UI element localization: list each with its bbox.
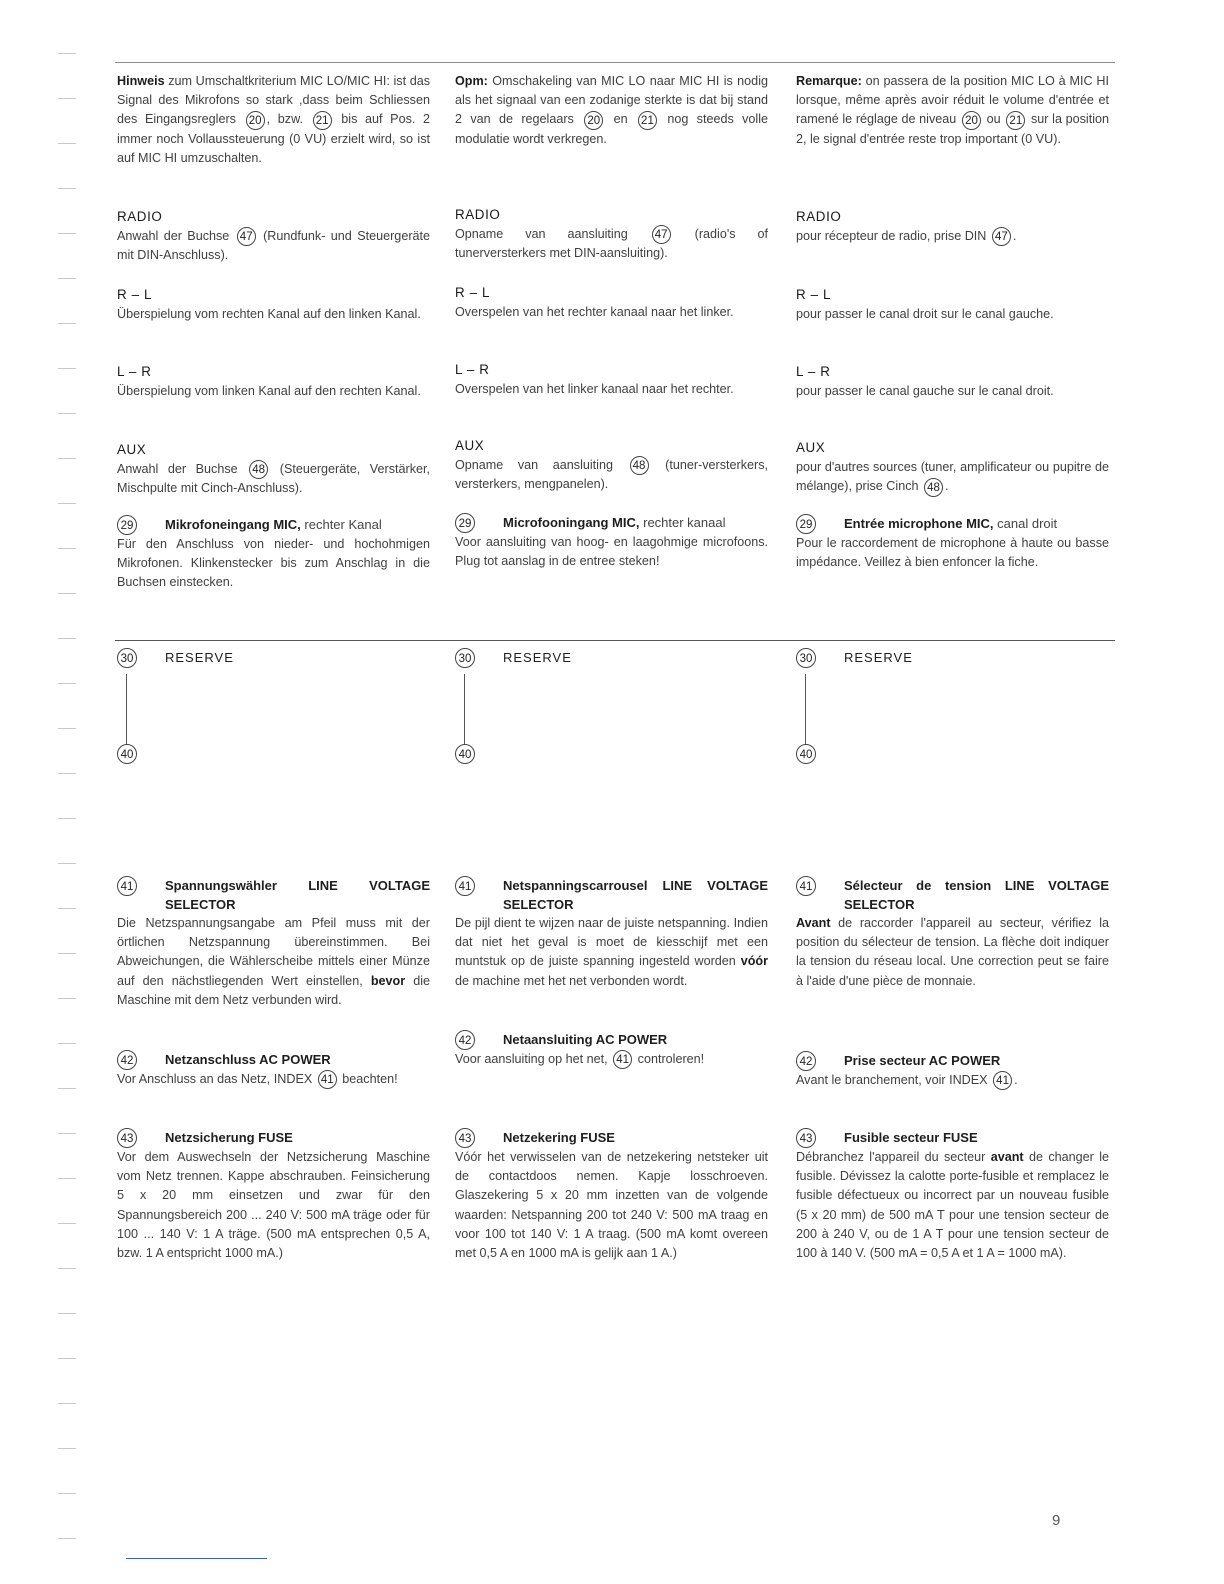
ref-20: 20	[246, 111, 265, 130]
voltage-section: 41 Netspanningscarrousel LINE VOLTAGE SELECTOR De pijl dient te wijzen naar de juiste netspanning. Indien dat niet het geval is moet de kiesschijf met een muntstuk op de juiste spanning ingesteld worden vóór de machine met het net verbonden wordt.	[455, 878, 769, 988]
radio-heading: RADIO	[796, 209, 842, 224]
fuse-section: 43 Netzekering FUSE Vóór het verwisselen van de netzekering netsteker uit de contactdoos nemen. Kapje losschroeven. Glaszekering 5 x 20 mm inzetten van de volgende waarden: Netspanning 200 tot 240 V: 500 mA traag en voor 100 tot 140 V: 1 A traag. (500 mA komt overeen met 0,5 A en 1000 mA is gelijk aan 1 A.)	[455, 1130, 768, 1261]
aux-heading: AUX	[117, 442, 147, 457]
ref-41: 41	[993, 1071, 1012, 1090]
aux-section: AUX Opname van aansluiting 48 (tuner-versterkers, versterkers, mengpanelen).	[455, 438, 768, 492]
range-line	[464, 674, 465, 744]
ref-20: 20	[962, 111, 981, 130]
ref-41: 41	[613, 1050, 632, 1069]
index-30: 30	[796, 648, 816, 668]
ref-20: 20	[584, 111, 603, 130]
index-29: 29	[117, 515, 137, 535]
index-40: 40	[117, 744, 137, 764]
top-rule	[115, 62, 1115, 63]
range-line	[126, 674, 127, 744]
ref-47: 47	[237, 227, 256, 246]
rl-section: R – L Überspielung vom rechten Kanal auf den linken Kanal.	[117, 285, 430, 324]
radio-section: RADIO Anwahl der Buchse 47 (Rundfunk- und Steuergeräte mit DIN-Anschluss).	[117, 209, 431, 263]
power-section: 42 Netzanschluss AC POWER Vor Anschluss an das Netz, INDEX 41 beachten!	[117, 1050, 430, 1089]
lr-heading: L – R	[455, 362, 490, 377]
lr-section: L – R pour passer le canal gauche sur le canal droit.	[796, 362, 1109, 401]
middle-rule	[115, 640, 1115, 641]
lr-section: L – R Überspielung vom linken Kanal auf den rechten Kanal.	[117, 362, 430, 401]
fuse-section: 43 Netzsicherung FUSE Vor dem Auswechseln der Netzsicherung Maschine vom Netz trennen. Kappe abschrauben. Feinsicherung 5 x 20 mm einsetzen und zwar für den Spannungsbereich 200 ... 240 V: 500 mA träge oder für 100 ... 140 V: 1 A träge. (500 mA entsprechen 0,5 A, bzw. 1 A entspricht 1000 mA.)	[117, 1130, 430, 1261]
ref-48: 48	[924, 478, 943, 497]
ref-21: 21	[1006, 111, 1025, 130]
aux-section: AUX pour d'autres sources (tuner, amplificateur ou pupitre de mélange), prise Cinch 48 .	[796, 438, 1109, 497]
index-41: 41	[796, 876, 816, 896]
index-42: 42	[455, 1030, 475, 1050]
power-section: 42 Prise secteur AC POWER Avant le branchement, voir INDEX 41 .	[796, 1051, 1109, 1090]
index-30: 30	[455, 648, 475, 668]
ref-47: 47	[652, 225, 671, 244]
binding-tick-marks	[58, 0, 78, 1584]
intro-note: Opm: Omschakeling van MIC LO naar MIC HI is nodig als het signaal van een zodanige sterkte is dat bij stand 2 van de regelaars 20 en 21 nog steeds volle modulatie wordt verkregen.	[455, 74, 769, 146]
radio-section: RADIO Opname van aansluiting 47 (radio's of tunerversterkers met DIN-aansluiting).	[455, 207, 768, 261]
mic-section: 29 Microfooningang MIC, rechter kanaal Voor aansluiting van hoog- en laagohmige microfoons. Plug tot aanslag in de entree steken!	[455, 515, 768, 569]
power-section: 42 Netaansluiting AC POWER Voor aansluiting op het net, 41 controleren!	[455, 1030, 768, 1069]
rl-heading: R – L	[455, 285, 491, 300]
radio-heading: RADIO	[117, 209, 163, 224]
radio-section: RADIO pour récepteur de radio, prise DIN 47 .	[796, 207, 1109, 246]
radio-heading: RADIO	[455, 207, 501, 222]
ref-48: 48	[630, 456, 649, 475]
ref-21: 21	[638, 111, 657, 130]
lr-heading: L – R	[117, 364, 152, 379]
ref-48: 48	[249, 460, 268, 479]
aux-heading: AUX	[455, 438, 485, 453]
intro-note: Hinweis zum Umschaltkriterium MIC LO/MIC HI: ist das Signal des Mikrofons so stark ,dass beim Schliessen des Eingangsreglers 20 , bzw. 21 bis auf Pos. 2 immer noch Vollaussteuerung (0 VU) erzielt wird, so ist auf MIC HI umzuschalten.	[117, 74, 431, 165]
voltage-section: 41 Sélecteur de tension LINE VOLTAGE SELECTOR Avant de raccorder l'appareil au secteur, vérifiez la position du sélecteur de tension. La flèche doit indiquer la tension du réseau local. Une correction peut se faire à l'aide d'une pièce de monnaie.	[796, 878, 1109, 988]
ref-21: 21	[313, 111, 332, 130]
index-43: 43	[117, 1128, 137, 1148]
lr-heading: L – R	[796, 364, 831, 379]
mic-section: 29 Entrée microphone MIC, canal droit Pour le raccordement de microphone à haute ou basse impédance. Veillez à bien enfoncer la fiche.	[796, 516, 1109, 570]
index-41: 41	[117, 876, 137, 896]
reserve-section: 30 RESERVE 40	[796, 648, 1109, 668]
rl-heading: R – L	[796, 287, 832, 302]
rl-heading: R – L	[117, 287, 153, 302]
footer-line	[126, 1558, 267, 1559]
voltage-section: 41 Spannungswähler LINE VOLTAGE SELECTOR Die Netzspannungsangabe am Pfeil muss mit der örtlichen Netzspannung übereinstimmen. Bei Abweichungen, die Wählerscheibe mittels einer Münze auf den nächstliegenden Wert einstellen, bevor die Maschine mit dem Netz verbunden wird.	[117, 878, 431, 1007]
rl-section: R – L pour passer le canal droit sur le canal gauche.	[796, 285, 1109, 324]
ref-47: 47	[992, 227, 1011, 246]
index-42: 42	[117, 1050, 137, 1070]
lr-section: L – R Overspelen van het linker kanaal naar het rechter.	[455, 360, 768, 399]
fuse-section: 43 Fusible secteur FUSE Débranchez l'appareil du secteur avant de changer le fusible. Dévissez la calotte porte-fusible et remplacez le fusible défectueux ou incorrect par un nouveau fusible (5 x 20 mm) de 500 mA T pour une tension secteur de 200 à 240 V, ou de 1 A T pour une tension secteur de 100 à 140 V. (500 mA = 0,5 A et 1 A = 1000 mA).	[796, 1130, 1110, 1261]
ref-41: 41	[318, 1070, 337, 1089]
aux-heading: AUX	[796, 440, 826, 455]
index-40: 40	[455, 744, 475, 764]
intro-note: Remarque: on passera de la position MIC LO à MIC HI lorsque, même après avoir réduit le volume d'entrée et ramené le réglage de niveau 20 ou 21 sur la position 2, le signal d'entrée reste trop important (0 VU).	[796, 74, 1110, 146]
reserve-section: 30 RESERVE 40	[455, 648, 768, 668]
index-42: 42	[796, 1051, 816, 1071]
index-29: 29	[455, 513, 475, 533]
index-43: 43	[796, 1128, 816, 1148]
reserve-section: 30 RESERVE 40	[117, 648, 430, 668]
range-line	[805, 674, 806, 744]
aux-section: AUX Anwahl der Buchse 48 (Steuergeräte, Verstärker, Mischpulte mit Cinch-Anschluss).	[117, 442, 431, 496]
mic-section: 29 Mikrofoneingang MIC, rechter Kanal Für den Anschluss von nieder- und hochohmigen Mikrofonen. Klinkenstecker bis zum Anschlag in die Buchsen einstecken.	[117, 517, 430, 590]
index-29: 29	[796, 514, 816, 534]
index-40: 40	[796, 744, 816, 764]
index-30: 30	[117, 648, 137, 668]
index-43: 43	[455, 1128, 475, 1148]
rl-section: R – L Overspelen van het rechter kanaal naar het linker.	[455, 283, 768, 322]
page-number: 9	[1052, 1512, 1061, 1529]
index-41: 41	[455, 876, 475, 896]
